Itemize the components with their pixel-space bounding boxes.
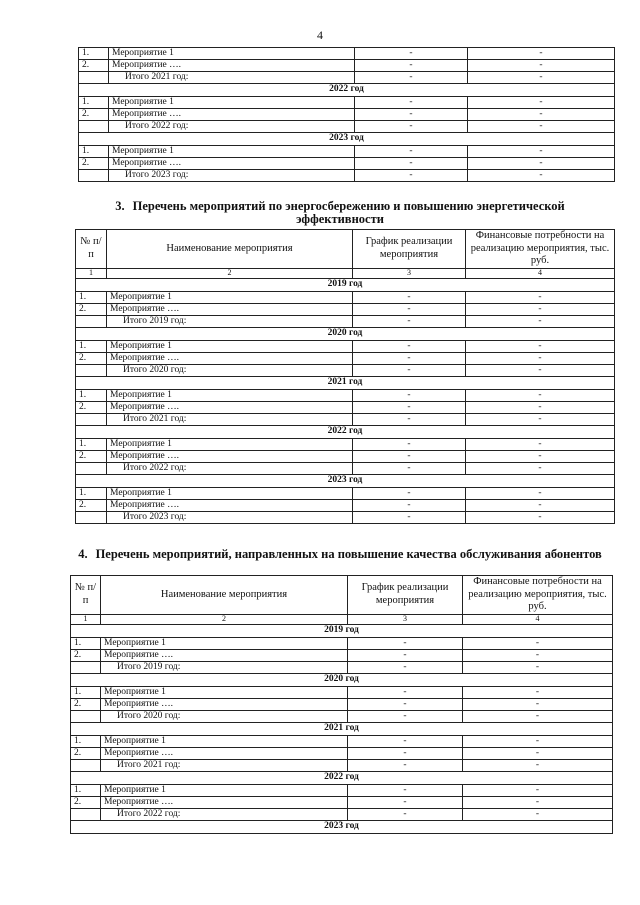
measure-name: Мероприятие …. bbox=[101, 699, 348, 711]
measure-name: Мероприятие 1 bbox=[107, 488, 353, 500]
table-row bbox=[71, 699, 613, 711]
measure-name: Мероприятие …. bbox=[101, 650, 348, 662]
year-row bbox=[76, 426, 615, 439]
total-label: Итого 2021 год: bbox=[109, 72, 355, 84]
schedule-value: - bbox=[355, 97, 468, 109]
schedule-value: - bbox=[353, 439, 466, 451]
finance-value: - bbox=[463, 662, 613, 674]
total-label: Итого 2020 год: bbox=[101, 711, 348, 723]
header-schedule: График реализации мероприятия bbox=[348, 576, 463, 615]
year-label: 2023 год bbox=[76, 475, 615, 488]
finance-value: - bbox=[463, 797, 613, 809]
row-number bbox=[76, 414, 107, 426]
row-number: 1. bbox=[76, 390, 107, 402]
schedule-value: - bbox=[355, 72, 468, 84]
schedule-value: - bbox=[355, 109, 468, 121]
year-label: 2022 год bbox=[79, 84, 615, 97]
total-row bbox=[76, 463, 615, 475]
measure-name: Мероприятие …. bbox=[109, 158, 355, 170]
year-row bbox=[71, 821, 613, 834]
year-label: 2019 год bbox=[71, 625, 613, 638]
table-row bbox=[76, 304, 615, 316]
section-4-title: Перечень мероприятий, направленных на повышение качества обслуживания абонентов bbox=[95, 547, 602, 561]
finance-value: - bbox=[466, 414, 615, 426]
total-row bbox=[76, 316, 615, 328]
measure-name: Мероприятие 1 bbox=[101, 785, 348, 797]
row-number bbox=[79, 121, 109, 133]
row-number: 1. bbox=[71, 638, 101, 650]
total-label: Итого 2023 год: bbox=[109, 170, 355, 182]
finance-value: - bbox=[463, 809, 613, 821]
section-3-number: 3. bbox=[115, 199, 125, 213]
schedule-value: - bbox=[355, 60, 468, 72]
year-label: 2019 год bbox=[76, 279, 615, 292]
table-row bbox=[76, 488, 615, 500]
table-row bbox=[79, 97, 615, 109]
total-row bbox=[79, 170, 615, 182]
total-row bbox=[71, 809, 613, 821]
table-row bbox=[76, 390, 615, 402]
row-number: 2. bbox=[76, 500, 107, 512]
measure-name: Мероприятие …. bbox=[109, 60, 355, 72]
row-number: 1. bbox=[76, 341, 107, 353]
table-row bbox=[71, 687, 613, 699]
measure-name: Мероприятие …. bbox=[107, 353, 353, 365]
column-index-row bbox=[71, 615, 613, 625]
column-index: 2 bbox=[107, 269, 353, 279]
table-row bbox=[79, 48, 615, 60]
column-index: 4 bbox=[463, 615, 613, 625]
total-label: Итого 2022 год: bbox=[101, 809, 348, 821]
year-label: 2023 год bbox=[71, 821, 613, 834]
table-row bbox=[79, 158, 615, 170]
finance-value: - bbox=[468, 158, 615, 170]
measure-name: Мероприятие …. bbox=[107, 304, 353, 316]
section-3-table bbox=[75, 229, 615, 524]
table-row bbox=[76, 341, 615, 353]
section-4-number: 4. bbox=[78, 547, 88, 561]
row-number: 1. bbox=[76, 488, 107, 500]
row-number: 1. bbox=[76, 292, 107, 304]
finance-value: - bbox=[466, 304, 615, 316]
measure-name: Мероприятие 1 bbox=[109, 97, 355, 109]
year-label: 2021 год bbox=[76, 377, 615, 390]
finance-value: - bbox=[468, 121, 615, 133]
schedule-value: - bbox=[353, 512, 466, 524]
year-row bbox=[71, 772, 613, 785]
finance-value: - bbox=[463, 638, 613, 650]
header-finance: Финансовые потребности на реализацию мероприятия, тыс. руб. bbox=[466, 230, 615, 269]
row-number: 2. bbox=[76, 353, 107, 365]
measure-name: Мероприятие …. bbox=[107, 500, 353, 512]
measure-name: Мероприятие 1 bbox=[107, 341, 353, 353]
finance-value: - bbox=[468, 170, 615, 182]
row-number: 1. bbox=[71, 785, 101, 797]
measure-name: Мероприятие 1 bbox=[101, 687, 348, 699]
row-number bbox=[76, 316, 107, 328]
schedule-value: - bbox=[348, 650, 463, 662]
header-name: Наименование мероприятия bbox=[107, 230, 353, 269]
finance-value: - bbox=[466, 512, 615, 524]
column-index: 3 bbox=[353, 269, 466, 279]
schedule-value: - bbox=[353, 463, 466, 475]
schedule-value: - bbox=[348, 662, 463, 674]
year-label: 2021 год bbox=[71, 723, 613, 736]
total-row bbox=[71, 711, 613, 723]
finance-value: - bbox=[466, 500, 615, 512]
column-index: 1 bbox=[71, 615, 101, 625]
finance-value: - bbox=[466, 365, 615, 377]
total-row bbox=[76, 414, 615, 426]
page-number: 4 bbox=[317, 28, 323, 42]
finance-value: - bbox=[466, 390, 615, 402]
header-finance: Финансовые потребности на реализацию мероприятия, тыс. руб. bbox=[463, 576, 613, 615]
schedule-value: - bbox=[355, 48, 468, 60]
measure-name: Мероприятие 1 bbox=[107, 439, 353, 451]
measure-name: Мероприятие …. bbox=[107, 402, 353, 414]
column-index-row bbox=[76, 269, 615, 279]
schedule-value: - bbox=[348, 785, 463, 797]
finance-value: - bbox=[466, 439, 615, 451]
table-row bbox=[71, 797, 613, 809]
schedule-value: - bbox=[353, 292, 466, 304]
section-4-table bbox=[70, 575, 613, 834]
row-number: 2. bbox=[76, 402, 107, 414]
schedule-value: - bbox=[353, 390, 466, 402]
row-number: 1. bbox=[79, 97, 109, 109]
row-number bbox=[71, 809, 101, 821]
row-number: 2. bbox=[79, 109, 109, 121]
finance-value: - bbox=[468, 48, 615, 60]
schedule-value: - bbox=[355, 158, 468, 170]
table-row bbox=[76, 353, 615, 365]
schedule-value: - bbox=[348, 699, 463, 711]
finance-value: - bbox=[468, 146, 615, 158]
table-row bbox=[71, 736, 613, 748]
row-number: 2. bbox=[71, 650, 101, 662]
finance-value: - bbox=[466, 402, 615, 414]
table-row bbox=[76, 292, 615, 304]
year-label: 2022 год bbox=[71, 772, 613, 785]
top-continuation-table bbox=[78, 47, 615, 182]
row-number bbox=[79, 72, 109, 84]
table-row bbox=[76, 402, 615, 414]
schedule-value: - bbox=[353, 316, 466, 328]
table-row bbox=[79, 109, 615, 121]
row-number: 1. bbox=[71, 687, 101, 699]
year-label: 2020 год bbox=[76, 328, 615, 341]
table-row bbox=[71, 785, 613, 797]
table-row bbox=[71, 748, 613, 760]
row-number: 1. bbox=[79, 48, 109, 60]
finance-value: - bbox=[466, 292, 615, 304]
table-row bbox=[79, 146, 615, 158]
table-row bbox=[76, 500, 615, 512]
header-schedule: График реализации мероприятия bbox=[353, 230, 466, 269]
finance-value: - bbox=[466, 316, 615, 328]
schedule-value: - bbox=[348, 638, 463, 650]
table-header-row bbox=[76, 230, 615, 269]
finance-value: - bbox=[468, 72, 615, 84]
row-number: 2. bbox=[79, 158, 109, 170]
finance-value: - bbox=[466, 488, 615, 500]
measure-name: Мероприятие …. bbox=[107, 451, 353, 463]
schedule-value: - bbox=[348, 736, 463, 748]
schedule-value: - bbox=[353, 500, 466, 512]
finance-value: - bbox=[466, 451, 615, 463]
schedule-value: - bbox=[353, 341, 466, 353]
section-3-heading bbox=[70, 200, 610, 226]
total-row bbox=[76, 512, 615, 524]
finance-value: - bbox=[463, 687, 613, 699]
header-number: № п/п bbox=[71, 576, 101, 615]
total-label: Итого 2021 год: bbox=[101, 760, 348, 772]
finance-value: - bbox=[463, 760, 613, 772]
finance-value: - bbox=[468, 60, 615, 72]
row-number: 2. bbox=[76, 304, 107, 316]
schedule-value: - bbox=[353, 402, 466, 414]
row-number bbox=[71, 662, 101, 674]
row-number bbox=[71, 760, 101, 772]
row-number: 1. bbox=[76, 439, 107, 451]
finance-value: - bbox=[466, 463, 615, 475]
table-row bbox=[71, 638, 613, 650]
measure-name: Мероприятие …. bbox=[109, 109, 355, 121]
row-number: 2. bbox=[76, 451, 107, 463]
total-label: Итого 2019 год: bbox=[107, 316, 353, 328]
schedule-value: - bbox=[348, 711, 463, 723]
finance-value: - bbox=[463, 748, 613, 760]
row-number: 1. bbox=[71, 736, 101, 748]
year-label: 2022 год bbox=[76, 426, 615, 439]
year-row bbox=[76, 475, 615, 488]
total-label: Итого 2021 год: bbox=[107, 414, 353, 426]
finance-value: - bbox=[463, 699, 613, 711]
total-row bbox=[79, 72, 615, 84]
schedule-value: - bbox=[353, 365, 466, 377]
finance-value: - bbox=[463, 711, 613, 723]
year-row bbox=[71, 674, 613, 687]
total-row bbox=[79, 121, 615, 133]
row-number: 2. bbox=[71, 699, 101, 711]
section-4-heading bbox=[70, 548, 610, 561]
year-row bbox=[71, 723, 613, 736]
row-number: 2. bbox=[71, 748, 101, 760]
schedule-value: - bbox=[353, 414, 466, 426]
row-number bbox=[76, 512, 107, 524]
header-name: Наименование мероприятия bbox=[101, 576, 348, 615]
total-row bbox=[71, 662, 613, 674]
row-number bbox=[76, 365, 107, 377]
finance-value: - bbox=[466, 341, 615, 353]
row-number: 2. bbox=[79, 60, 109, 72]
column-index: 1 bbox=[76, 269, 107, 279]
total-label: Итого 2022 год: bbox=[109, 121, 355, 133]
row-number bbox=[71, 711, 101, 723]
year-row bbox=[71, 625, 613, 638]
year-row bbox=[76, 377, 615, 390]
column-index: 4 bbox=[466, 269, 615, 279]
finance-value: - bbox=[463, 785, 613, 797]
total-row bbox=[71, 760, 613, 772]
schedule-value: - bbox=[348, 748, 463, 760]
schedule-value: - bbox=[353, 304, 466, 316]
schedule-value: - bbox=[355, 121, 468, 133]
schedule-value: - bbox=[348, 687, 463, 699]
total-label: Итого 2022 год: bbox=[107, 463, 353, 475]
schedule-value: - bbox=[353, 353, 466, 365]
table-row bbox=[76, 451, 615, 463]
table-header-row bbox=[71, 576, 613, 615]
finance-value: - bbox=[466, 353, 615, 365]
total-label: Итого 2019 год: bbox=[101, 662, 348, 674]
measure-name: Мероприятие 1 bbox=[109, 48, 355, 60]
row-number bbox=[76, 463, 107, 475]
year-row bbox=[76, 279, 615, 292]
table-row bbox=[76, 439, 615, 451]
measure-name: Мероприятие 1 bbox=[107, 292, 353, 304]
schedule-value: - bbox=[353, 451, 466, 463]
total-row bbox=[76, 365, 615, 377]
column-index: 3 bbox=[348, 615, 463, 625]
finance-value: - bbox=[463, 650, 613, 662]
header-number: № п/п bbox=[76, 230, 107, 269]
year-label: 2020 год bbox=[71, 674, 613, 687]
schedule-value: - bbox=[348, 809, 463, 821]
year-label: 2023 год bbox=[79, 133, 615, 146]
measure-name: Мероприятие 1 bbox=[107, 390, 353, 402]
measure-name: Мероприятие 1 bbox=[101, 736, 348, 748]
section-3-title: Перечень мероприятий по энергосбережению и повышению энергетической эффективности bbox=[132, 199, 565, 226]
measure-name: Мероприятие 1 bbox=[101, 638, 348, 650]
finance-value: - bbox=[463, 736, 613, 748]
schedule-value: - bbox=[353, 488, 466, 500]
year-row bbox=[76, 328, 615, 341]
finance-value: - bbox=[468, 97, 615, 109]
schedule-value: - bbox=[348, 797, 463, 809]
measure-name: Мероприятие …. bbox=[101, 797, 348, 809]
schedule-value: - bbox=[348, 760, 463, 772]
measure-name: Мероприятие …. bbox=[101, 748, 348, 760]
table-row bbox=[71, 650, 613, 662]
row-number: 1. bbox=[79, 146, 109, 158]
finance-value: - bbox=[468, 109, 615, 121]
row-number: 2. bbox=[71, 797, 101, 809]
total-label: Итого 2023 год: bbox=[107, 512, 353, 524]
measure-name: Мероприятие 1 bbox=[109, 146, 355, 158]
row-number bbox=[79, 170, 109, 182]
schedule-value: - bbox=[355, 170, 468, 182]
year-row bbox=[79, 133, 615, 146]
schedule-value: - bbox=[355, 146, 468, 158]
column-index: 2 bbox=[101, 615, 348, 625]
total-label: Итого 2020 год: bbox=[107, 365, 353, 377]
year-row bbox=[79, 84, 615, 97]
table-row bbox=[79, 60, 615, 72]
